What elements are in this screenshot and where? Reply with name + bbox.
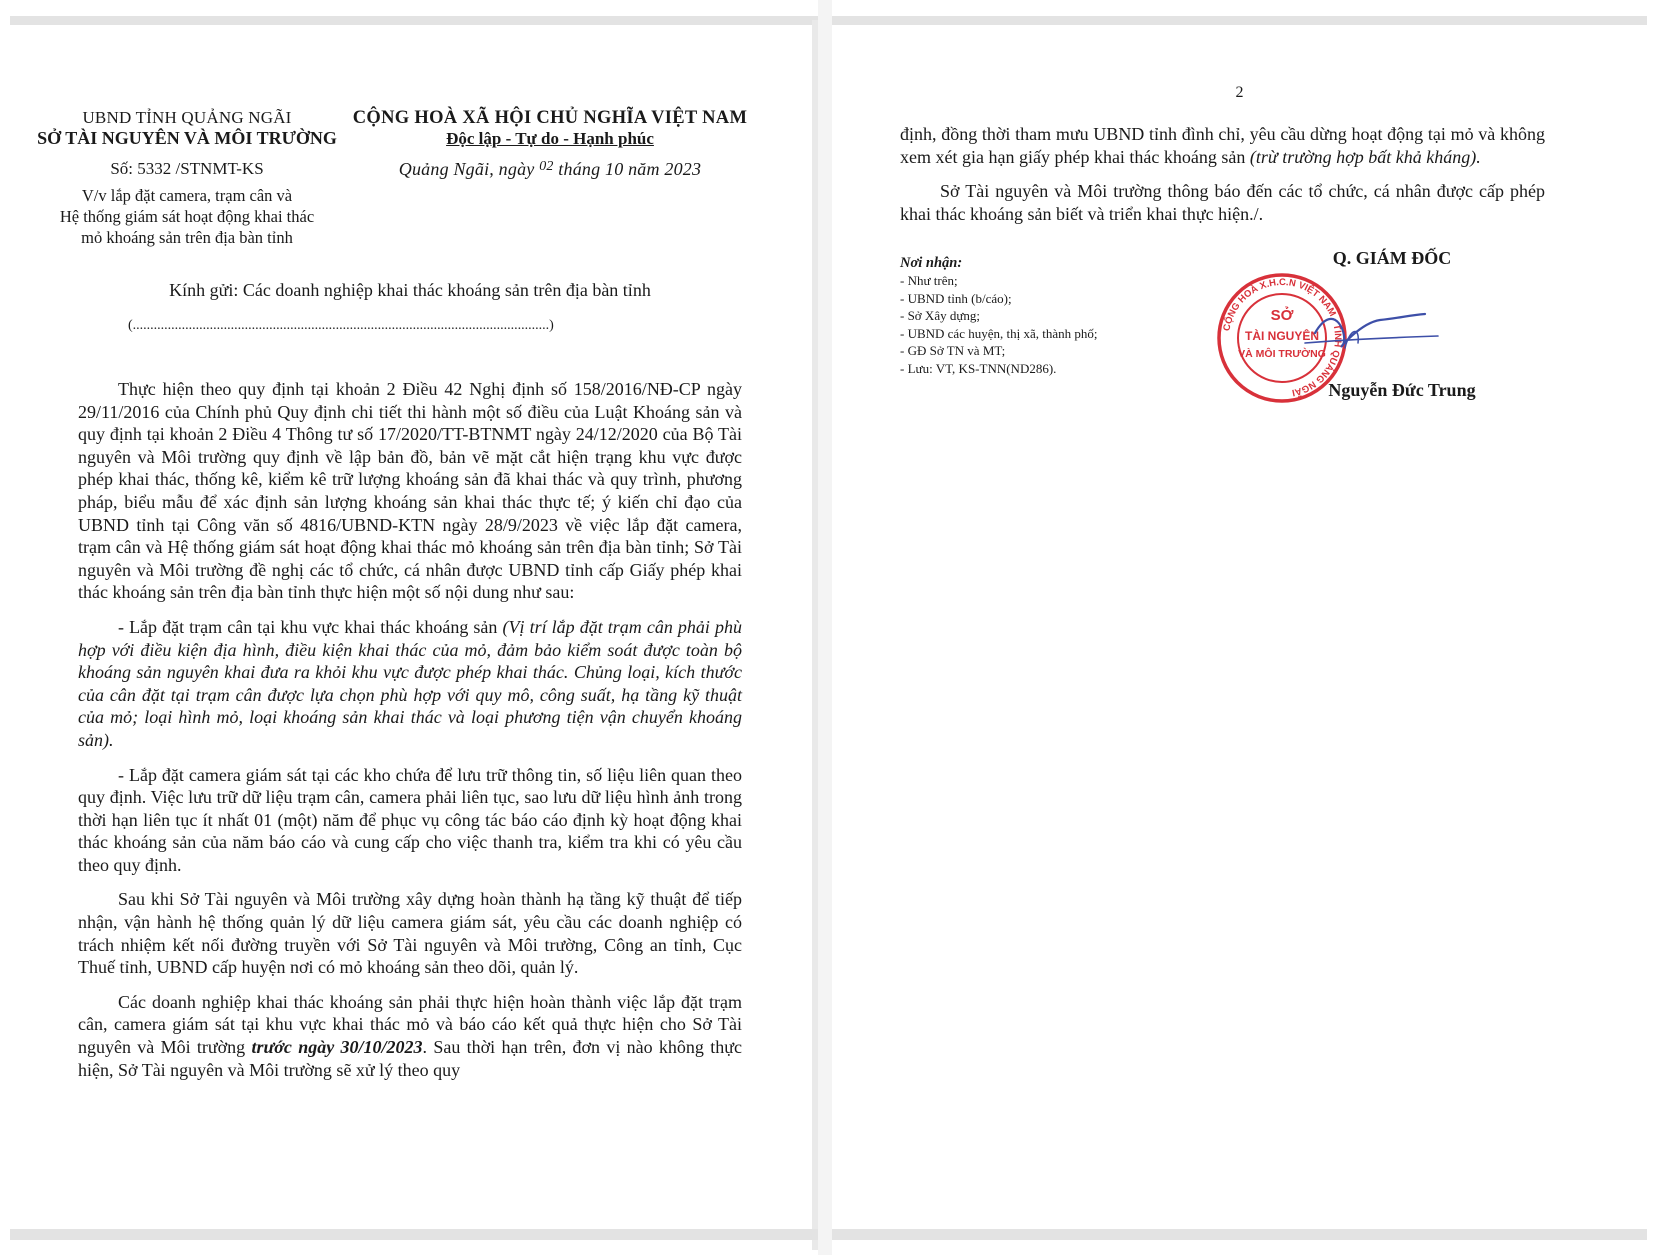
subject-line: mỏ khoáng sản trên địa bàn tỉnh [81, 228, 293, 247]
paragraph-text: định, đồng thời tham mưu UBND tỉnh đình chỉ, yêu cầu dừng hoạt động tại mỏ và không xem xét gia hạn giấy phép khai thác khoáng sản [900, 124, 1545, 167]
seal-ring-text-path: CỘNG HOÀ X.H.C.N VIỆT NAM · TỈNH QUẢNG NGÃI [1221, 276, 1344, 398]
addressee-placeholder: (.......................................................................................................................) [128, 318, 554, 333]
paragraph-text: - Lắp đặt trạm cân tại khu vực khai thác khoáng sản [118, 616, 503, 637]
date-prefix: Quảng Ngãi, ngày [398, 159, 540, 179]
paragraph-italic-text: (trừ trường hợp bất khả kháng). [1249, 146, 1481, 167]
body-paragraph: Sở Tài nguyên và Môi trường thông báo đến các tổ chức, cá nhân được cấp phép khai thác khoáng sản biết và triển khai thực hiện./. [900, 181, 1545, 224]
signer-name: Nguyễn Đức Trung [1328, 380, 1476, 400]
recipient-item: - GĐ Sở TN và MT; [900, 343, 1006, 358]
subject-line: V/v lắp đặt camera, trạm cân và [81, 186, 293, 205]
recipients-title: Nơi nhận: [900, 255, 963, 271]
national-motto: Độc lập - Tự do - Hạnh phúc [446, 129, 654, 148]
signature-stroke [1305, 336, 1438, 343]
date-day: 02 [539, 159, 554, 174]
issuer-department: SỞ TÀI NGUYÊN VÀ MÔI TRƯỜNG [37, 128, 337, 148]
document-page-1 [10, 0, 818, 1250]
issuer-province: UBND TỈNH QUẢNG NGÃI [82, 108, 292, 127]
document-body [78, 378, 742, 1081]
body-paragraph [78, 991, 742, 1081]
page-edge-top [10, 16, 818, 25]
page-edge-top [832, 16, 1647, 25]
page-edge-bottom [10, 1229, 818, 1240]
body-paragraph [900, 123, 1545, 168]
recipient-item: - Lưu: VT, KS-TNN(ND286). [900, 360, 1057, 376]
page-edge-right [812, 20, 818, 1250]
national-header [345, 108, 755, 180]
national-title: CỘNG HOÀ XÃ HỘI CHỦ NGHĨA VIỆT NAM [352, 108, 748, 128]
recipient-item: - UBND các huyện, thị xã, thành phố; [900, 325, 1098, 341]
seal-line-2: TÀI NGUYÊN [1244, 329, 1320, 343]
body-paragraph [78, 616, 742, 752]
date-suffix: tháng 10 năm 2023 [553, 159, 702, 179]
document-number: Số: 5332 /STNMT-KS [110, 159, 264, 178]
body-paragraph: - Lắp đặt camera giám sát tại các kho chứa để lưu trữ thông tin, số liệu liên quan theo quy định. Việc lưu trữ dữ liệu trạm cân, camera phải liên tục, sao lưu dữ liệu hình ảnh trong thời hạn liên tục ít nhất 01 (một) năm để phục vụ công tác báo cáo định kỳ hoạt động khai thác khoáng sản của năm báo cáo và cung cấp cho việc thanh tra, kiểm tra khi có yêu cầu theo quy định. [78, 764, 742, 875]
recipients-block [900, 255, 1240, 377]
addressee: Kính gửi: Các doanh nghiệp khai thác khoáng sản trên địa bàn tỉnh [169, 280, 651, 300]
page-edge-bottom [832, 1229, 1647, 1240]
seal-line-3: VÀ MÔI TRƯỜNG [1238, 348, 1326, 360]
body-paragraph: Sau khi Sở Tài nguyên và Môi trường xây dựng hoàn thành hạ tầng kỹ thuật để tiếp nhận, vận hành hệ thống quản lý dữ liệu camera giám sát, yêu cầu các doanh nghiệp có trách nhiệm kết nối đường truyền với Sở Tài nguyên và Môi trường, Công an tỉnh, Cục Thuế tỉnh, UBND cấp huyện nơi có mỏ khoáng sản theo dõi, quản lý. [78, 889, 742, 978]
seal-line-1: SỞ [1270, 307, 1294, 324]
document-body-continued [900, 123, 1545, 225]
issuer-block [22, 108, 352, 248]
body-paragraph: Thực hiện theo quy định tại khoản 2 Điều 42 Nghị định số 158/2016/NĐ-CP ngày 29/11/2016 của Chính phủ Quy định chi tiết thi hành một số điều của Luật Khoáng sản và quy định tại khoản 2 Điều 4 Thông tư số 17/2020/TT-BTNMT ngày 24/12/2020 của Bộ Tài nguyên và Môi trường quy định về lập bản đồ, bản vẽ mặt cắt hiện trạng khu vực được phép khai thác, thống kê, kiểm kê trữ lượng khoáng sản đã khai thác và quy trình, phương pháp, biểu mẫu để xác định sản lượng khoáng sản khai thác thực tế; ý kiến chỉ đạo của UBND tỉnh tại Công văn số 4816/UBND-KTN ngày 28/9/2023 về việc lắp đặt camera, trạm cân và Hệ thống giám sát hoạt động khai thác mỏ khoáng sản trên địa bàn tỉnh; Sở Tài nguyên và Môi trường đề nghị các tổ chức, cá nhân được UBND tỉnh cấp Giấy phép khai thác khoáng sản trên địa bàn tỉnh thực hiện một số nội dung như sau: [78, 379, 742, 603]
document-subject [22, 185, 352, 248]
paragraph-text: . Sau thời hạn trên, đơn vị nào không thực hiện, Sở Tài nguyên và Môi trường sẽ xử lý theo quy [78, 1037, 742, 1080]
paragraph-text: Các doanh nghiệp khai thác khoáng sản phải thực hiện hoàn thành việc lắp đặt trạm cân, camera giám sát tại khu vực khai thác mỏ và báo cáo kết quả thực hiện cho Sở Tài nguyên và Môi trường [78, 991, 742, 1058]
recipient-item: - UBND tỉnh (b/cáo); [900, 290, 1012, 306]
recipient-item: - Sở Xây dựng; [900, 308, 980, 323]
paragraph-italic-text: (Vị trí lắp đặt trạm cân phải phù hợp với điều kiện địa hình, điều kiện khai thác của mỏ, đảm bảo kiểm soát được toàn bộ khoáng sản nguyên khai đưa ra khỏi khu vực được phép khai thác. Chủng loại, kích thước của cân đặt tại trạm cân được lựa chọn phù hợp với quy mô, công suất, hạ tầng kỹ thuật của mỏ; loại hình mỏ, loại khoáng sản khai thác và loại phương tiện vận chuyển khoáng sản). [78, 616, 743, 750]
document-page-2 [832, 0, 1647, 1250]
page-gap [818, 0, 832, 1255]
signature-title: Q. GIÁM ĐỐC [1332, 248, 1452, 268]
recipient-item: - Như trên; [900, 273, 958, 288]
page-number: 2 [1235, 84, 1244, 101]
recipients-list [900, 272, 1240, 377]
deadline-text: trước ngày 30/10/2023 [251, 1037, 423, 1058]
issue-date [345, 159, 755, 180]
subject-line: Hệ thống giám sát hoạt động khai thác [59, 207, 315, 226]
